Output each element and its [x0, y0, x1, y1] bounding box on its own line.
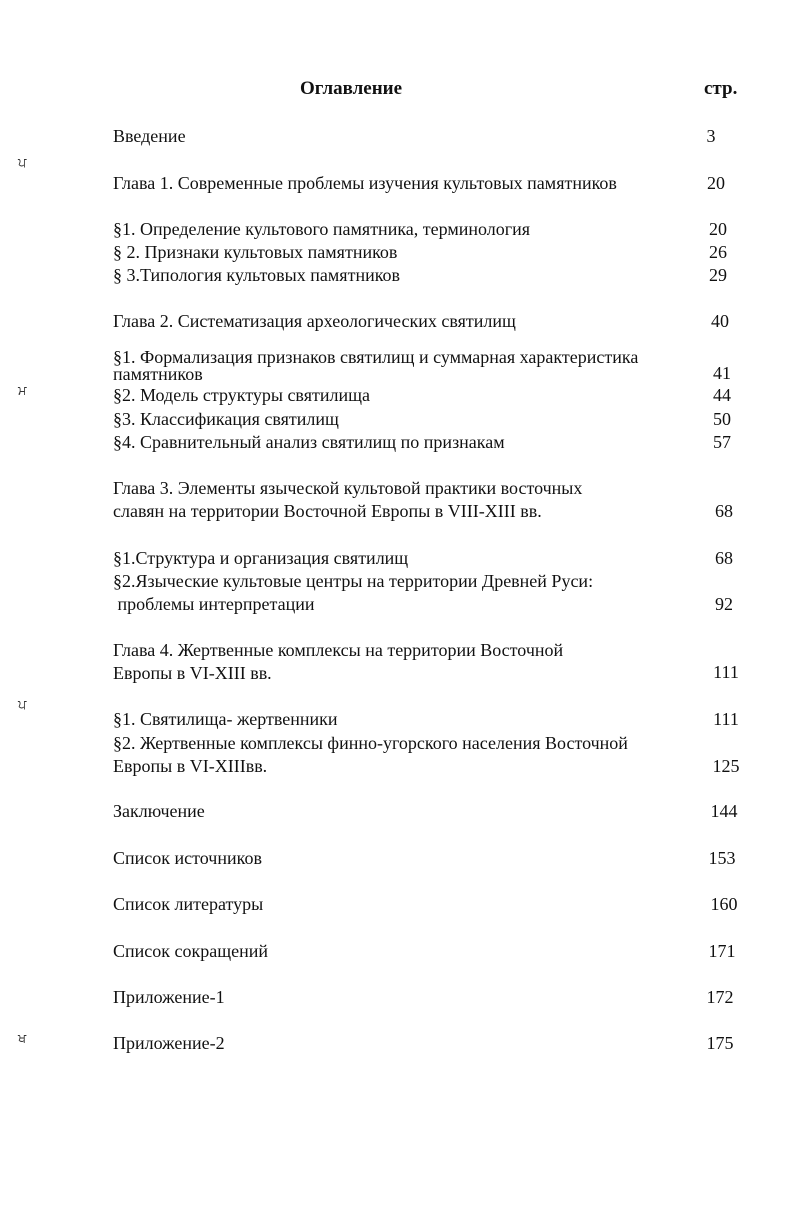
toc-entry-abbreviations: Список сокращений [113, 941, 268, 961]
toc-page-number: 3 [706, 126, 716, 146]
toc-page-number: 172 [706, 987, 734, 1007]
toc-entry-chapter-4: Глава 4. Жертвенные комплексы на территории Восточной Европы в VI-XIII вв. [113, 640, 564, 683]
toc-entry-chapter-2: Глава 2. Систематизация археологических святилищ [113, 311, 516, 331]
toc-page-number: 44 [713, 385, 731, 405]
toc-page-number: 125 [712, 756, 740, 776]
toc-page-number: 57 [713, 432, 731, 452]
toc-entry-section: § 2. Признаки культовых памятников [113, 242, 398, 262]
toc-page-number: 20 [707, 173, 725, 193]
toc-entry-appendix-2: Приложение-2 [113, 1033, 225, 1053]
toc-entry-sources: Список источников [113, 848, 262, 868]
toc-entry-intro: Введение [113, 126, 186, 146]
toc-entry-section: §3. Классификация святилищ [113, 409, 339, 429]
toc-page-number: 111 [713, 709, 739, 729]
toc-page-number: 40 [711, 311, 729, 331]
toc-entry-chapter-3: Глава 3. Элементы языческой культовой практики восточных славян на территории Восточной Европы в VIII-XIII вв. [113, 478, 583, 521]
toc-page-number: 171 [708, 941, 736, 961]
toc-entry-conclusion: Заключение [113, 801, 205, 821]
toc-entry-section: §1. Святилища- жертвенники [113, 709, 338, 729]
margin-mark: ਪ [18, 697, 27, 712]
toc-page-number: 111 [713, 662, 739, 682]
toc-entry-section: §1. Формализация признаков святилищ и суммарная характеристика памятников [113, 347, 639, 384]
toc-page-number: 68 [715, 501, 733, 521]
toc-entry-literature: Список литературы [113, 894, 264, 914]
margin-mark: ਮ [18, 383, 27, 398]
toc-page-number: 20 [709, 219, 727, 239]
margin-mark: ਖ [18, 1031, 27, 1046]
toc-entry-appendix-1: Приложение-1 [113, 987, 225, 1007]
toc-page-number: 29 [709, 265, 727, 285]
toc-page-number: 26 [709, 242, 727, 262]
toc-page-number: 160 [710, 894, 738, 914]
toc-page-number: 92 [715, 594, 733, 614]
toc-page-number: 68 [715, 548, 733, 568]
toc-entry-section: §2. Модель структуры святилища [113, 385, 370, 405]
toc-entry-section: §2. Жертвенные комплексы финно-угорского населения Восточной Европы в VI-XIIIвв. [113, 733, 628, 776]
toc-entry-section: §1. Определение культового памятника, терминология [113, 219, 531, 239]
margin-mark: ਪ [18, 155, 27, 170]
toc-page-number: 50 [713, 409, 731, 429]
toc-entry-chapter-1: Глава 1. Современные проблемы изучения культовых памятников [113, 173, 617, 193]
toc-page-number: 153 [708, 848, 736, 868]
toc-page-number: 144 [710, 801, 738, 821]
toc-page-number: 175 [706, 1033, 734, 1053]
page-column-label: стр. [704, 78, 738, 99]
toc-entry-section: §4. Сравнительный анализ святилищ по признакам [113, 432, 505, 452]
toc-entry-section: § 3.Типология культовых памятников [113, 265, 401, 285]
toc-entry-section: §1.Структура и организация святилищ [113, 548, 409, 568]
toc-page-number: 41 [713, 363, 731, 383]
toc-entry-section: §2.Языческие культовые центры на территории Древней Руси: проблемы интерпретации [113, 571, 594, 614]
toc-title: Оглавление [300, 78, 403, 99]
